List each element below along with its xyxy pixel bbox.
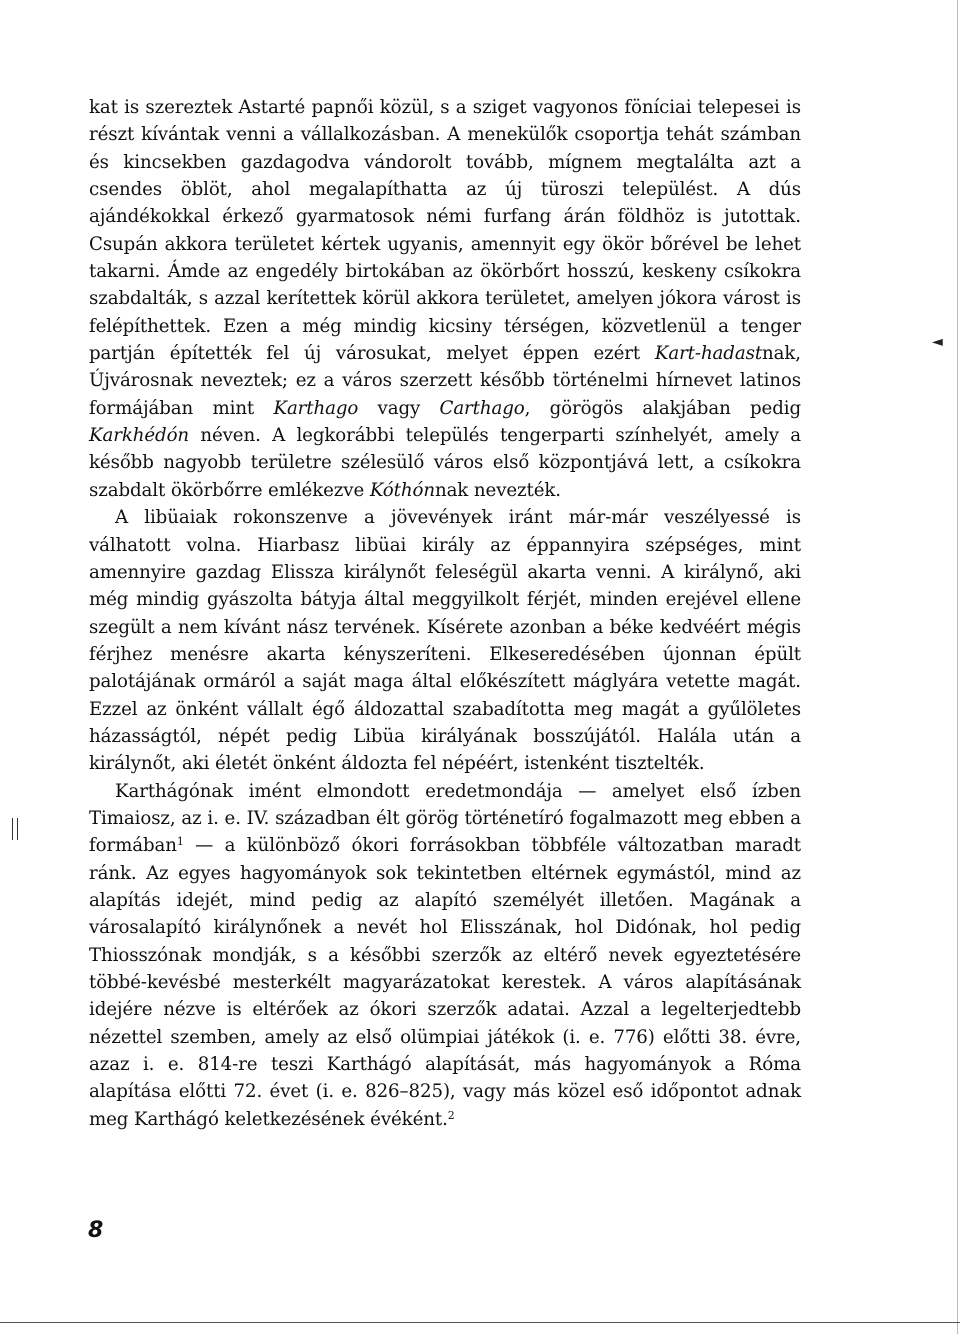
scan-edge-right [957,0,958,1334]
scan-edge-bottom [0,1322,960,1323]
text-segment: , görögös alakjában pedig [524,397,801,419]
text-segment: nak nevezték. [434,479,561,501]
text-segment: A libüaiak rokonszenve a jövevények iránt már-már veszélyessé is válhatott volna. Hiarbasz libüai király az éppannyira szépséges, mint amennyire gazdag Elissza királynőt feleségül akarta venni. A királynő, aki még mindig gyászolta bátyja által meggyilkolt férjét, minden erejével ellene szegült a nem kívánt nász tervének. Kísérete azonban a béke kedvéért mégis férjhez menésre akarta kényszeríteni. Elkeseredésében újonnan épült palotájának ormáról a saját maga által előkészített máglyára vetette magát. Ezzel az önként vállalt égő áldozattal szabadította meg magát a gyűlöletes házasságtól, népét pedig Libüa királyának bosszújától. Halála után a királynőt, aki életét önként áldozta fel népéért, istenként tisztelték. [89,507,801,775]
italic-term: Karkhédón [89,425,190,447]
page-number: 8 [88,1218,104,1243]
text-segment: vagy [358,397,440,419]
text-segment: — a különböző ókori forrásokban többféle változatban maradt ránk. Az egyes hagyományok sok tekintetben eltérnek egymástól, mind az alapítás idejét, mind pedig az alapító személyét illetően. Magának a városalapító királynőnek a nevét hol Elisszának, hol Didónak, hol pedig Thiosszónak mondják, s a későbbi szerzők az eltérő nevek egyeztetésére többé-kevésbé mesterkélt magyarázatokat kerestek. A város alapításának idejére nézve is eltérőek az ókori szerzők adatai. Azzal a legelterjedtebb nézettel szemben, amely az első olümpiai játékok (i. e. 776) előtti 38. évre, azaz i. e. 814-re teszi Karthágó alapítását, más hagyományok a Róma alapítása előtti 72. évet (i. e. 826–825), vagy más közel eső időpontot adnak meg Karthágó keletkezésének évéként. [89,835,801,1130]
body-text [89,94,801,1133]
footnote-marker: 2 [447,1108,455,1122]
text-segment: kat is szereztek Astarté papnői közül, s a sziget vagyonos föníciai telepesei is részt kívántak venni a vállalkozásban. A menekülők csoportja tehát számban és kincsekben gazdagodva vándorolt tovább, mígnem megtalálta azt a csendes öblöt, ahol megalapíthatta az új türoszi települést. A dús ajándékokkal érkező gyarmatosok némi furfang árán földhöz is jutottak. Csupán akkora területet kértek ugyanis, amennyit egy ökör bőrével be lehet takarni. Ámde az engedély birtokában az ökörbőrt hosszú, keskeny csíkokra szabdalták, s azzal kerítettek körül akkora területet, amelyen jókora várost is felépíthettek. Ezen a még mindig kicsiny térségen, közvetlenül a tenger partján építették fel új városukat, melyet éppen ezért [89,97,801,365]
margin-bracket-mark [12,818,18,840]
text-segment: nak, Újvárosnak neveztek; ez a város szerzett később történelmi hírnevet latinos formájában mint [89,343,801,419]
italic-term: Kóthón [369,479,435,501]
italic-term: Karthago [273,397,359,419]
paragraph [89,504,801,777]
italic-term: Kart-hadast [654,343,763,365]
italic-term: Carthago [439,397,525,419]
footnote-marker: 1 [176,835,184,849]
text-segment: néven. A legkorábbi település tengerparti színhelyét, amely a később nagyobb területre szélesülő város első központjává lett, a csíkokra szabdalt ökörbőrre emlékezve [89,425,801,501]
paragraph [89,778,801,1133]
paragraph [89,94,801,504]
margin-mark: ◄ [932,334,943,350]
text-segment: Karthágónak imént elmondott eredetmondája — amelyet első ízben Timaiosz, az i. e. IV. században élt görög történetíró fogalmazott meg ebben a formában [89,780,801,857]
